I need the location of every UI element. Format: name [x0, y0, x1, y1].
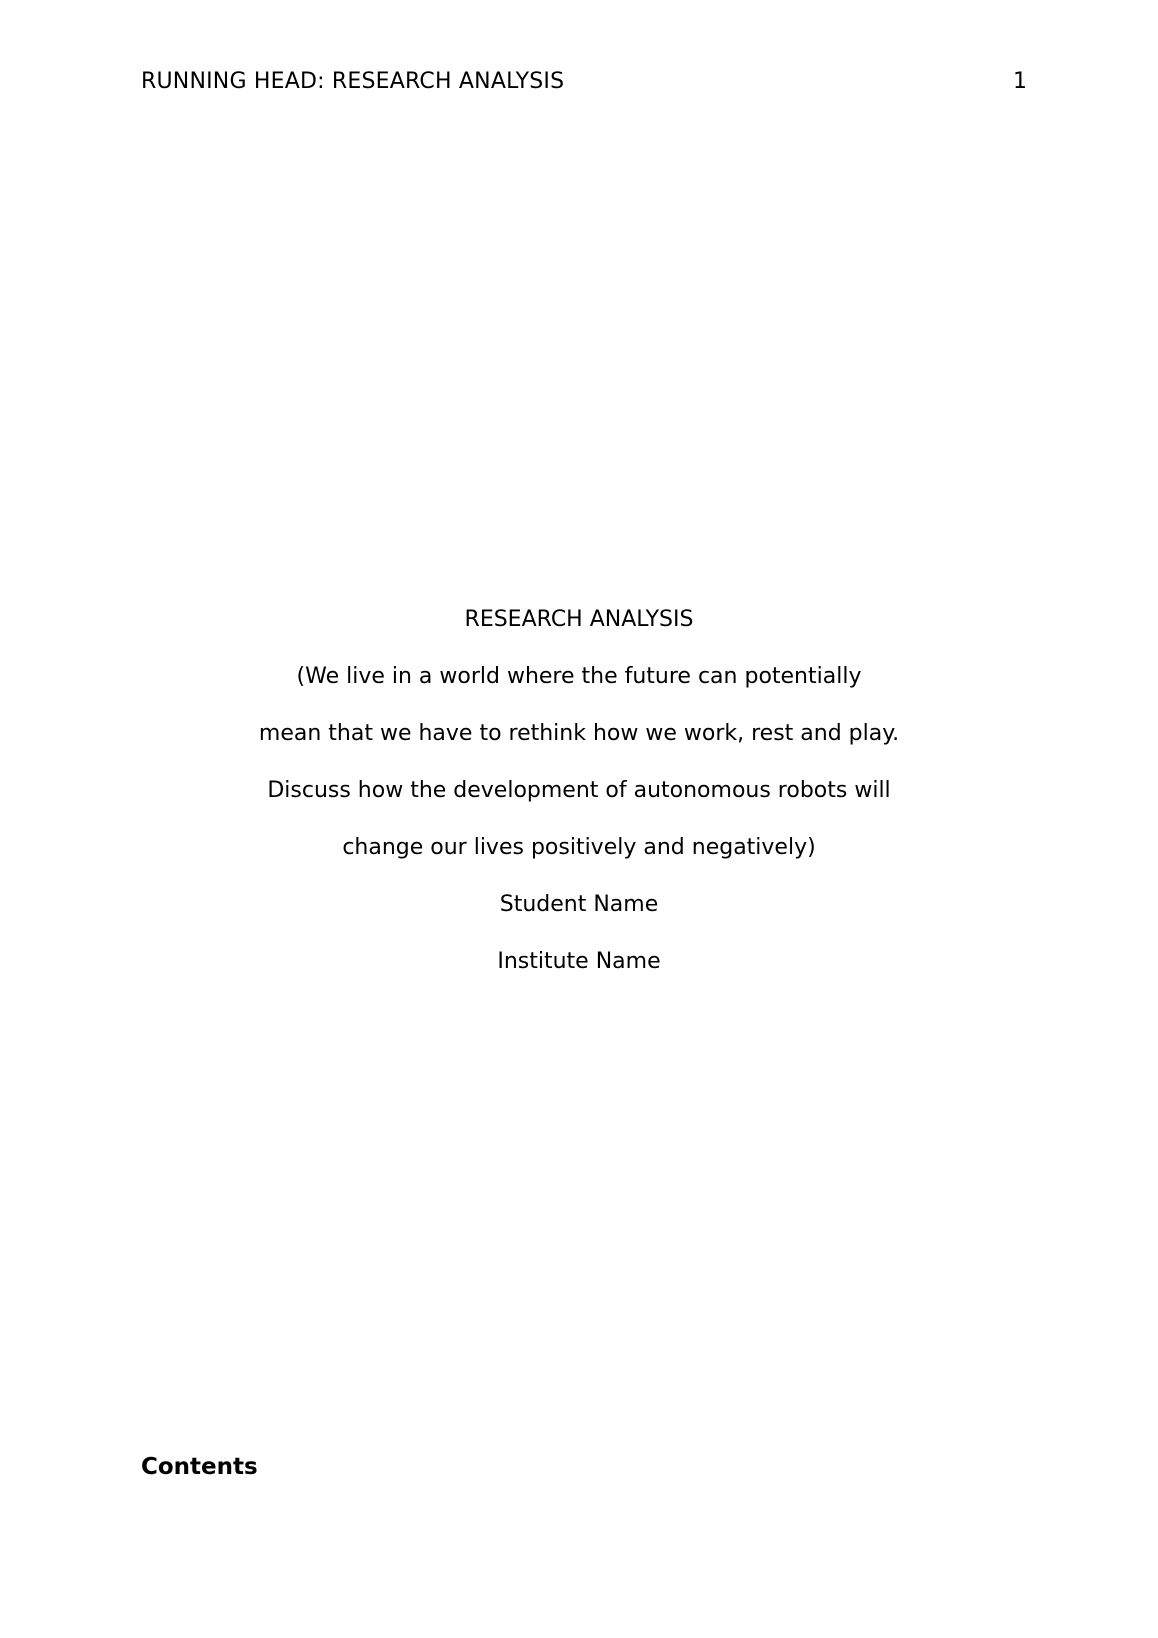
prompt-line: Discuss how the development of autonomous robots will — [267, 778, 891, 803]
document-title: RESEARCH ANALYSIS — [464, 607, 694, 632]
student-name: Student Name — [499, 892, 659, 917]
contents-heading: Contents — [141, 1454, 258, 1480]
page-number: 1 — [1013, 69, 1027, 94]
title-block — [0, 591, 1158, 990]
prompt-line: mean that we have to rethink how we work, rest and play. — [258, 721, 900, 746]
running-head: RUNNING HEAD: RESEARCH ANALYSIS — [141, 69, 565, 94]
prompt-line: (We live in a world where the future can potentially — [296, 664, 862, 689]
institute-name: Institute Name — [497, 949, 661, 974]
prompt-line: change our lives positively and negatively) — [342, 835, 816, 860]
